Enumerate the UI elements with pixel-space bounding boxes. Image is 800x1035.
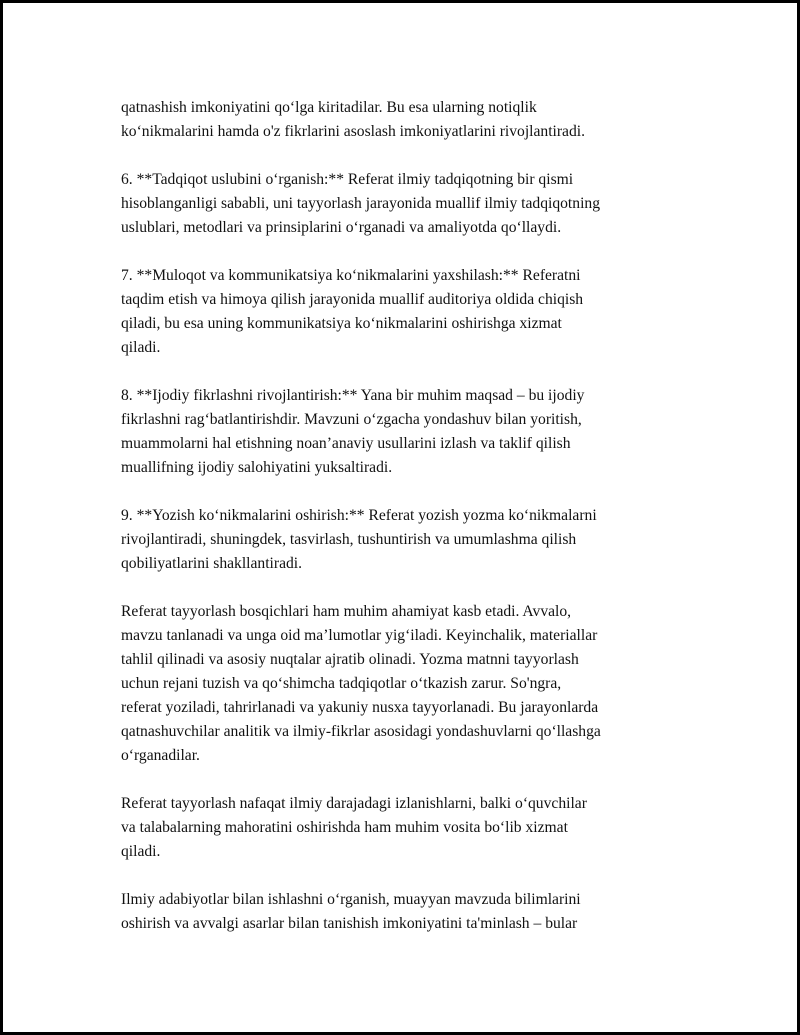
text-line: mavzu tanlanadi va unga oid ma’lumotlar yig‘iladi. Keyinchalik, materiallar xyxy=(121,627,598,644)
text-line: 9. **Yozish ko‘nikmalarini oshirish:** Referat yozish yozma ko‘nikmalarni xyxy=(121,507,597,524)
text-line: qiladi. xyxy=(121,843,161,860)
text-line: uslublari, metodlari va prinsiplarini o‘rganadi va amaliyotda qo‘llaydi. xyxy=(121,219,562,236)
text-line: referat yoziladi, tahrirlanadi va yakuniy nusxa tayyorlanadi. Bu jarayonlarda xyxy=(121,699,599,716)
paragraph xyxy=(121,792,691,864)
text-line: 8. **Ijodiy fikrlashni rivojlantirish:** Yana bir muhim maqsad – bu ijodiy xyxy=(121,387,585,404)
text-line: fikrlashni rag‘batlantirishdir. Mavzuni o‘zgacha yondashuv bilan yoritish, xyxy=(121,411,582,428)
text-line: qobiliyatlarini shakllantiradi. xyxy=(121,555,303,572)
paragraph xyxy=(121,264,691,360)
text-line: qatnashuvchilar analitik va ilmiy-fikrlar asosidagi yondashuvlarni qo‘llashga xyxy=(121,723,601,740)
text-line: Ilmiy adabiyotlar bilan ishlashni o‘rganish, muayyan mavzuda bilimlarini xyxy=(121,891,581,908)
text-line: oshirish va avvalgi asarlar bilan tanishish imkoniyatini ta'minlash – bular xyxy=(121,915,578,932)
text-line: qiladi. xyxy=(121,339,161,356)
text-line: Referat tayyorlash bosqichlari ham muhim ahamiyat kasb etadi. Avvalo, xyxy=(121,603,572,620)
paragraph xyxy=(121,96,691,144)
text-line: uchun rejani tuzish va qo‘shimcha tadqiqotlar o‘tkazish zarur. So'ngra, xyxy=(121,675,562,692)
text-line: muammolarni hal etishning noan’anaviy usullarini izlash va taklif qilish xyxy=(121,435,571,452)
text-line: va talabalarning mahoratini oshirishda ham muhim vosita bo‘lib xizmat xyxy=(121,819,568,836)
text-line: o‘rganadilar. xyxy=(121,747,200,764)
text-line: 6. **Tadqiqot uslubini o‘rganish:** Referat ilmiy tadqiqotning bir qismi xyxy=(121,171,574,188)
text-line: rivojlantiradi, shuningdek, tasvirlash, tushuntirish va umumlashma qilish xyxy=(121,531,577,548)
text-line: qiladi, bu esa uning kommunikatsiya ko‘nikmalarini oshirishga xizmat xyxy=(121,315,562,332)
paragraph xyxy=(121,384,691,480)
text-line: qatnashish imkoniyatini qo‘lga kiritadilar. Bu esa ularning notiqlik xyxy=(121,99,537,116)
text-line: tahlil qilinadi va asosiy nuqtalar ajratib olinadi. Yozma matnni tayyorlash xyxy=(121,651,579,668)
text-line: Referat tayyorlash nafaqat ilmiy darajadagi izlanishlarni, balki o‘quvchilar xyxy=(121,795,587,812)
paragraph xyxy=(121,600,691,768)
paragraph xyxy=(121,168,691,240)
paragraph xyxy=(121,504,691,576)
text-line: 7. **Muloqot va kommunikatsiya ko‘nikmalarini yaxshilash:** Referatni xyxy=(121,267,581,284)
text-line: ko‘nikmalarini hamda o'z fikrlarini asoslash imkoniyatlarini rivojlantiradi. xyxy=(121,123,586,140)
document-body xyxy=(121,96,691,960)
text-line: muallifning ijodiy salohiyatini yuksaltiradi. xyxy=(121,459,393,476)
paragraph xyxy=(121,888,691,936)
text-line: hisoblanganligi sababli, uni tayyorlash jarayonida muallif ilmiy tadqiqotning xyxy=(121,195,600,212)
text-line: taqdim etish va himoya qilish jarayonida muallif auditoriya oldida chiqish xyxy=(121,291,584,308)
